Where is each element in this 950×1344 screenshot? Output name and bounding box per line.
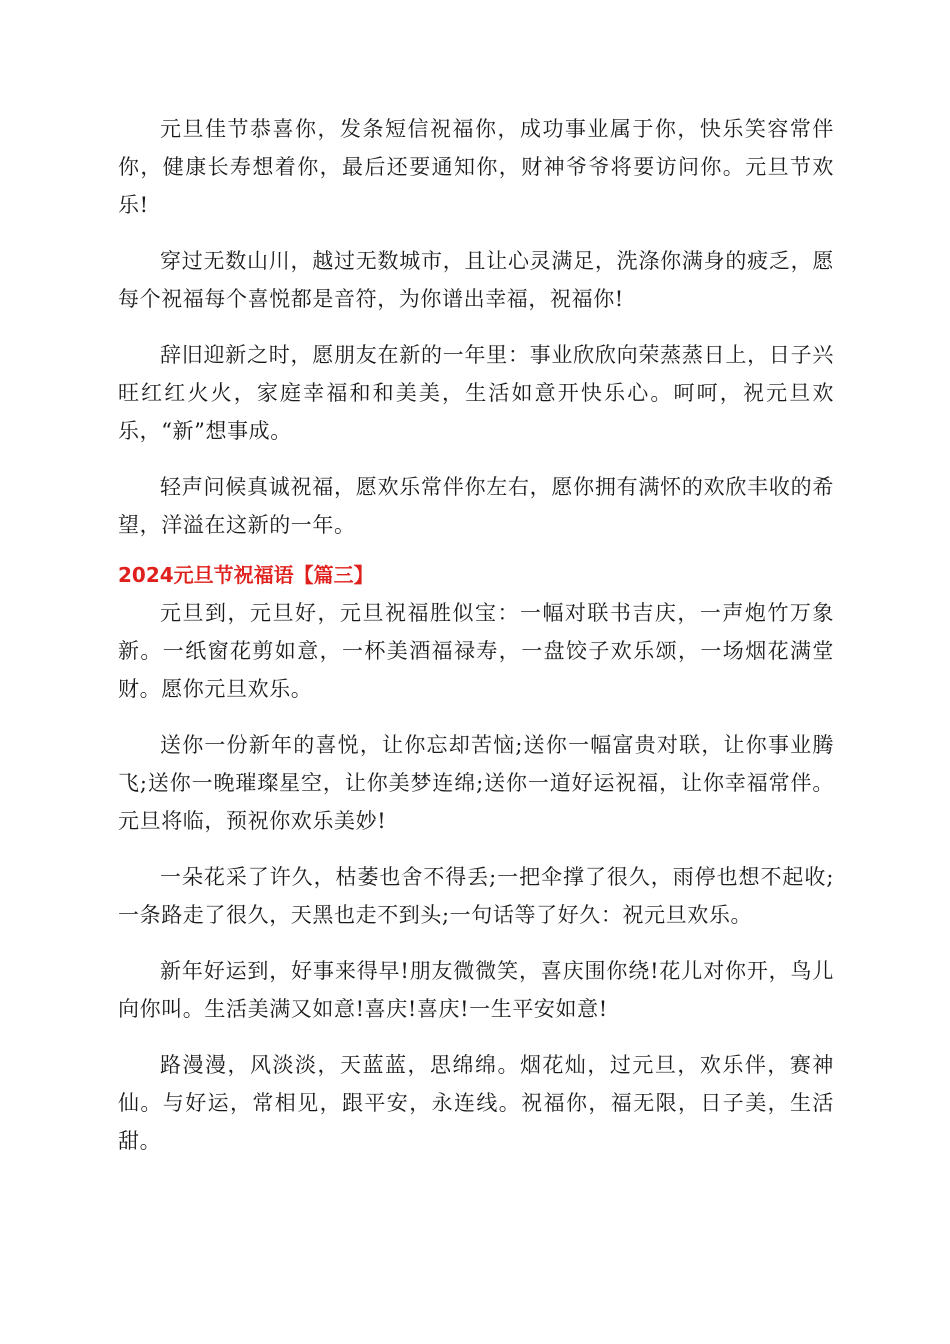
paragraph: 元旦佳节恭喜你，发条短信祝福你，成功事业属于你，快乐笑容常伴你，健康长寿想着你，最后还要通知你，财神爷爷将要访问你。元旦节欢乐! — [118, 117, 834, 217]
paragraph: 路漫漫，风淡淡，天蓝蓝，思绵绵。烟花灿，过元旦，欢乐伴，赛神仙。与好运，常相见，跟平安，永连线。祝福你，福无限，日子美，生活甜。 — [118, 1053, 834, 1153]
paragraph: 轻声问候真诚祝福，愿欢乐常伴你左右，愿你拥有满怀的欢欣丰收的希望，洋溢在这新的一年。 — [118, 475, 834, 537]
paragraph: 穿过无数山川，越过无数城市，且让心灵满足，洗涤你满身的疲乏，愿每个祝福每个喜悦都是音符，为你谱出幸福，祝福你! — [118, 249, 834, 311]
paragraph: 元旦到，元旦好，元旦祝福胜似宝：一幅对联书吉庆，一声炮竹万象新。一纸窗花剪如意，一杯美酒福禄寿，一盘饺子欢乐颂，一场烟花满堂财。愿你元旦欢乐。 — [118, 601, 834, 701]
paragraph: 辞旧迎新之时，愿朋友在新的一年里：事业欣欣向荣蒸蒸日上，日子兴旺红红火火，家庭幸福和和美美，生活如意开快乐心。呵呵，祝元旦欢乐，“新”想事成。 — [118, 343, 834, 443]
paragraph: 送你一份新年的喜悦，让你忘却苦恼;送你一幅富贵对联，让你事业腾飞;送你一晚璀璨星空，让你美梦连绵;送你一道好运祝福，让你幸福常伴。元旦将临，预祝你欢乐美妙! — [118, 733, 834, 833]
paragraph: 一朵花采了许久，枯萎也舍不得丢;一把伞撑了很久，雨停也想不起收;一条路走了很久，天黑也走不到头;一句话等了好久：祝元旦欢乐。 — [118, 865, 834, 927]
section-title: 2024元旦节祝福语【篇三】 — [118, 563, 374, 587]
document-content — [118, 110, 834, 1178]
paragraph: 新年好运到，好事来得早!朋友微微笑，喜庆围你绕!花儿对你开，鸟儿向你叫。生活美满又如意!喜庆!喜庆!一生平安如意! — [118, 959, 834, 1021]
